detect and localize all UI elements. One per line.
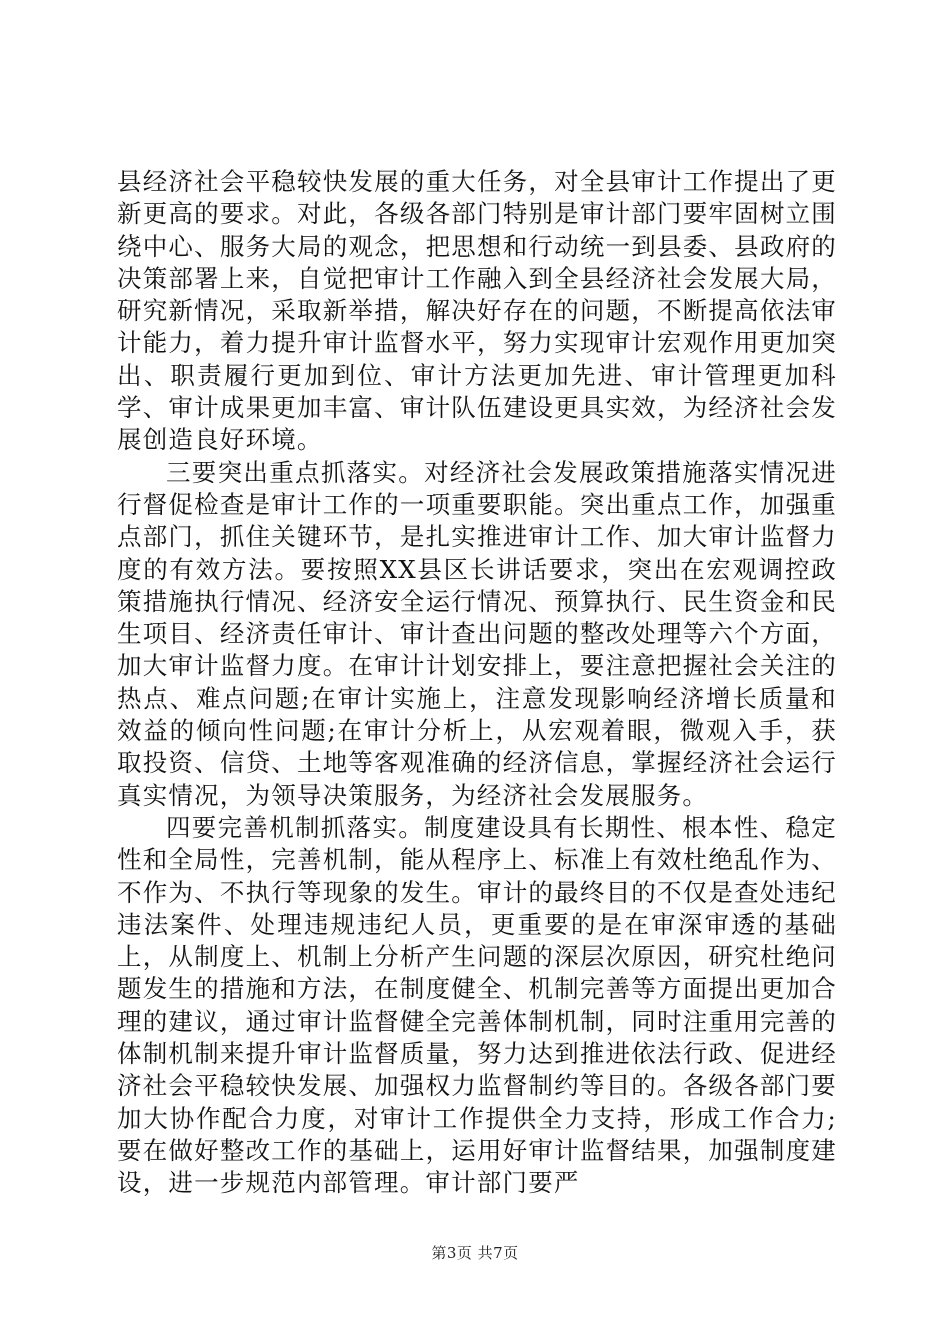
page-number-footer: 第3页 共7页	[431, 1244, 519, 1262]
paragraph-continued: 县经济社会平稳较快发展的重大任务，对全县审计工作提出了更新更高的要求。对此，各级各部门特别是审计部门要牢固树立围绕中心、服务大局的观念，把思想和行动统一到县委、县政府的决策部署上来，自觉把审计工作融入到全县经济社会发展大局，研究新情况，采取新举措，解决好存在的问题，不断提高依法审计能力，着力提升审计监督水平，努力实现审计宏观作用更加突出、职责履行更加到位、审计方法更加先进、审计管理更加科学、审计成果更加丰富、审计队伍建设更具实效，为经济社会发展创造良好环境。	[117, 167, 837, 455]
paragraph-point-four: 四要完善机制抓落实。制度建设具有长期性、根本性、稳定性和全局性，完善机制，能从程序上、标准上有效杜绝乱作为、不作为、不执行等现象的发生。审计的最终目的不仅是查处违纪违法案件、处理违规违纪人员，更重要的是在审深审透的基础上，从制度上、机制上分析产生问题的深层次原因，研究杜绝问题发生的措施和方法，在制度健全、机制完善等方面提出更加合理的建议，通过审计监督健全完善体制机制，同时注重用完善的体制机制来提升审计监督质量，努力达到推进依法行政、促进经济社会平稳较快发展、加强权力监督制约等目的。各级各部门要加大协作配合力度，对审计工作提供全力支持，形成工作合力;要在做好整改工作的基础上，运用好审计监督结果，加强制度建设，进一步规范内部管理。审计部门要严	[117, 812, 837, 1198]
paragraph-point-three: 三要突出重点抓落实。对经济社会发展政策措施落实情况进行督促检查是审计工作的一项重要职能。突出重点工作，加强重点部门，抓住关键环节，是扎实推进审计工作、加大审计监督力度的有效方法。要按照XX县区长讲话要求，突出在宏观调控政策措施执行情况、经济安全运行情况、预算执行、民生资金和民生项目、经济责任审计、审计查出问题的整改处理等六个方面，加大审计监督力度。在审计计划安排上，要注意把握社会关注的热点、难点问题;在审计实施上，注意发现影响经济增长质量和效益的倾向性问题;在审计分析上，从宏观着眼，微观入手，获取投资、信贷、土地等客观准确的经济信息，掌握经济社会运行真实情况，为领导决策服务，为经济社会发展服务。	[117, 457, 837, 810]
document-body	[117, 166, 837, 1200]
